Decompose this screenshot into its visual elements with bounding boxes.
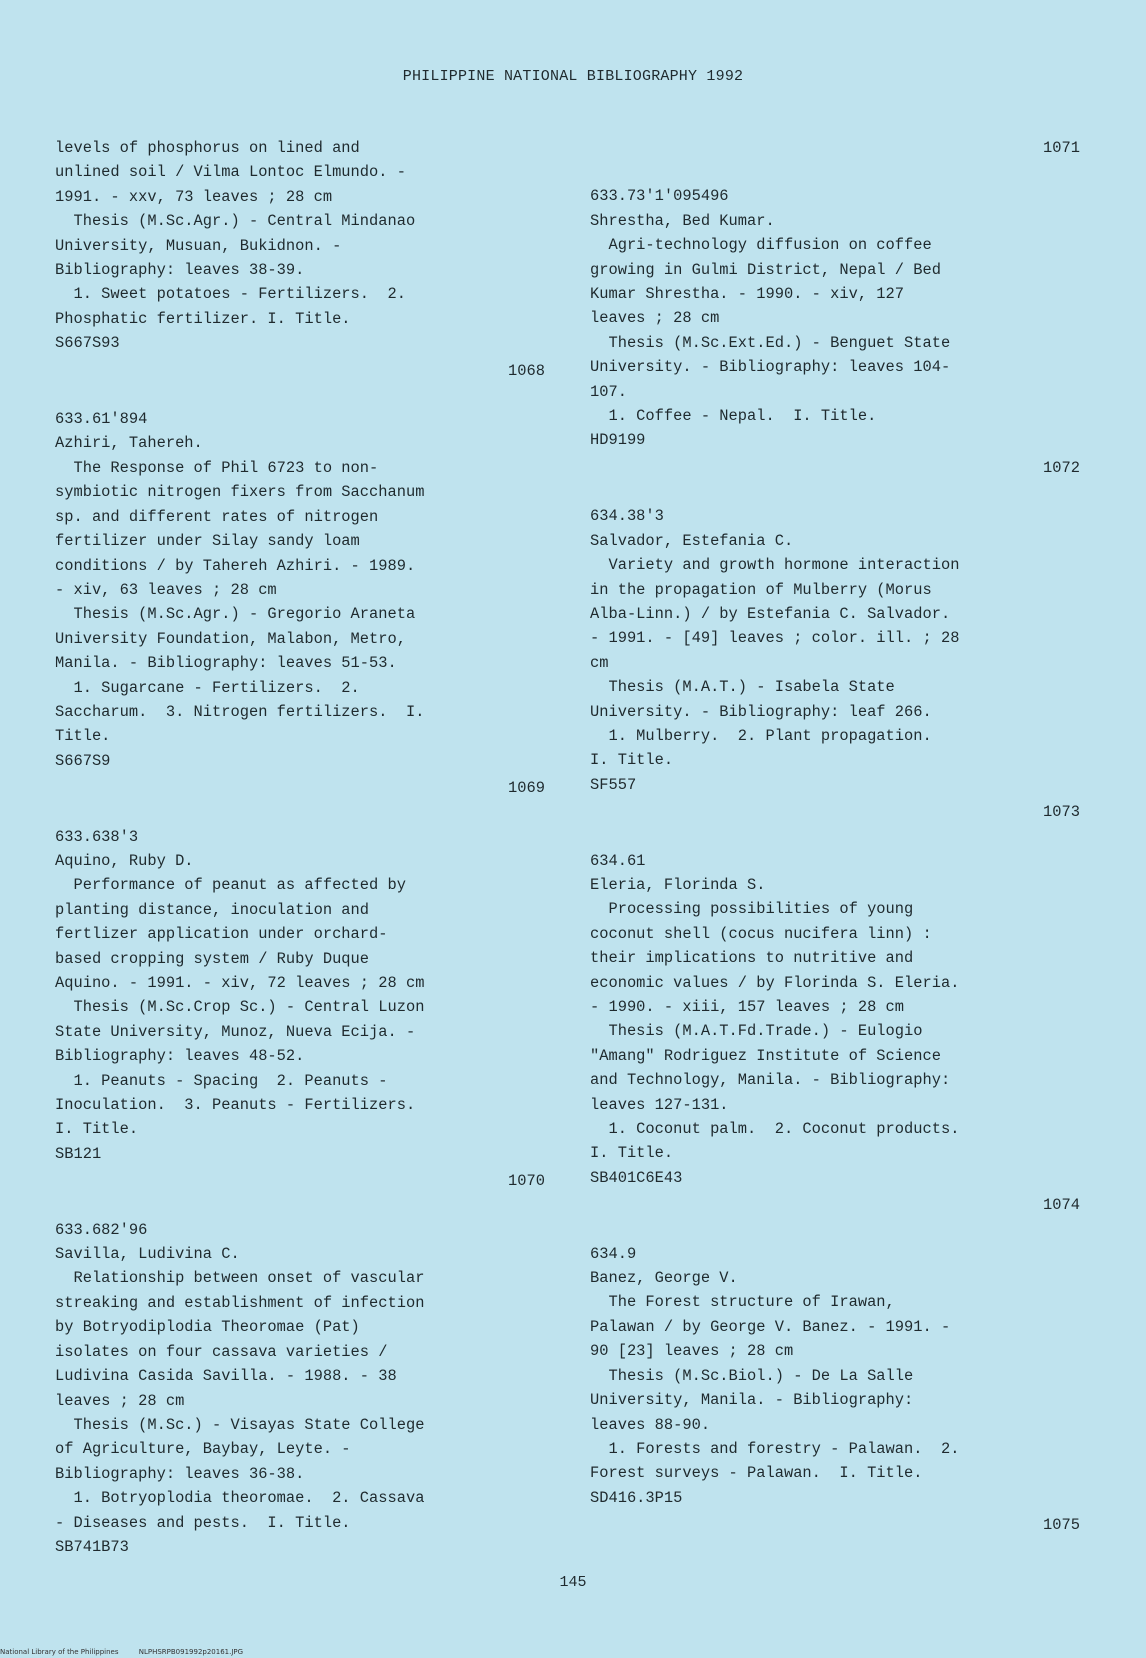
scan-footer — [0, 1648, 1146, 1656]
entry-number: 1075 — [1043, 1516, 1080, 1535]
entry-line: Thesis (M.Sc.Crop Sc.) - Central Luzon — [55, 998, 425, 1017]
entry-line: University, Musuan, Bukidnon. - — [55, 236, 342, 255]
entry-line: Thesis (M.Sc.Biol.) - De La Salle — [590, 1366, 914, 1385]
entry-line: based cropping system / Ruby Duque — [55, 949, 370, 968]
entry-line: 634.9 — [590, 1244, 637, 1263]
entry-line: Saccharum. 3. Nitrogen fertilizers. I. — [55, 702, 425, 721]
entry-line: Salvador, Estefania C. — [590, 531, 794, 550]
entry-line: HD9199 — [590, 431, 646, 450]
footer-file: NLPHSRPB091992p20161.JPG — [138, 1648, 244, 1656]
entry-line: University. - Bibliography: leaf 266. — [590, 702, 932, 721]
entry-line: 107. — [590, 382, 627, 401]
entry-line: 633.682'96 — [55, 1220, 148, 1239]
entry-line: leaves ; 28 cm — [590, 309, 720, 328]
entry-line: 1. Coconut palm. 2. Coconut products. — [590, 1120, 960, 1139]
entry-line: 1. Botryoplodia theoromae. 2. Cassava — [55, 1489, 425, 1508]
entry-number: 1070 — [508, 1172, 545, 1191]
entry-line: Aquino. - 1991. - xiv, 72 leaves ; 28 cm — [55, 974, 425, 992]
entry-line: levels of phosphorus on lined and — [55, 139, 360, 157]
entry-line: their implications to nutritive and — [590, 949, 914, 968]
entry-line: I. Title. — [55, 1120, 139, 1139]
entry-line: 634.38'3 — [590, 507, 664, 526]
entry-line: Title. — [55, 727, 111, 746]
entry-line: Processing possibilities of young — [590, 900, 914, 919]
entry-line: University. - Bibliography: leaves 104- — [590, 358, 951, 377]
entry-line: conditions / by Tahereh Azhiri. - 1989. — [55, 556, 416, 575]
entry-line: Variety and growth hormone interaction — [590, 556, 960, 575]
entry-line: symbiotic nitrogen fixers from Sacchanum — [55, 483, 425, 502]
entry-line: Thesis (M.Sc.Ext.Ed.) - Benguet State — [590, 333, 951, 352]
entry-line: Performance of peanut as affected by — [55, 876, 406, 895]
entry-number: 1072 — [1043, 458, 1080, 477]
entry-line: economic values / by Florinda S. Eleria. — [590, 973, 960, 992]
bibliography-entry — [590, 184, 1080, 452]
entry-line: Thesis (M.Sc.Agr.) - Gregorio Araneta — [55, 605, 416, 624]
entry-line: Thesis (M.Sc.Agr.) - Central Mindanao — [55, 212, 416, 231]
entry-line: leaves ; 28 cm — [55, 1391, 185, 1410]
bibliography-entry — [590, 504, 1080, 797]
entry-line: 1. Coffee - Nepal. I. Title. — [590, 407, 877, 426]
bibliography-entry — [590, 1242, 1080, 1510]
entry-line: SB121 — [55, 1144, 102, 1163]
left-column — [55, 136, 545, 1559]
entry-line: The Forest structure of Irawan, — [590, 1293, 895, 1312]
entry-line: of Agriculture, Baybay, Leyte. - — [55, 1440, 351, 1459]
entry-line: Bibliography: leaves 36-38. — [55, 1464, 305, 1483]
entry-number: 1074 — [1043, 1196, 1080, 1215]
entry-line: Kumar Shrestha. - 1990. - xiv, 127 — [590, 285, 905, 304]
entry-line: Thesis (M.A.T.) - Isabela State — [590, 678, 895, 697]
entry-line: Agri-technology diffusion on coffee — [590, 236, 932, 255]
entry-line: Forest surveys - Palawan. I. Title. — [590, 1464, 923, 1483]
entry-line: Banez, George V. — [590, 1269, 738, 1288]
entry-line: Shrestha, Bed Kumar. — [590, 211, 775, 230]
entry-line: The Response of Phil 6723 to non- — [55, 458, 379, 477]
entry-line: cm — [590, 653, 609, 672]
entry-line: streaking and establishment of infection — [55, 1293, 425, 1312]
entry-line: 633.638'3 — [55, 827, 139, 846]
bibliography-entry — [55, 825, 545, 1167]
entry-line: - 1990. - xiii, 157 leaves ; 28 cm — [590, 998, 905, 1016]
entry-line: Eleria, Florinda S. — [590, 875, 766, 894]
entry-number: 1069 — [508, 779, 545, 798]
entry-line: 634.61 — [590, 851, 646, 870]
entry-line: 90 [23] leaves ; 28 cm — [590, 1342, 794, 1361]
entry-line: sp. and different rates of nitrogen — [55, 507, 379, 526]
entry-number: 1071 — [1043, 139, 1080, 157]
entry-line: - Diseases and pests. I. Title. — [55, 1513, 351, 1532]
entry-line: leaves 88-90. — [590, 1415, 711, 1434]
entry-line: Ludivina Casida Savilla. - 1988. - 38 — [55, 1367, 397, 1386]
entry-line: Savilla, Ludivina C. — [55, 1245, 240, 1264]
entry-line: 1991. - xxv, 73 leaves ; 28 cm — [55, 187, 333, 206]
entry-line: S667S9 — [55, 751, 111, 770]
entry-line: - xiv, 63 leaves ; 28 cm — [55, 580, 277, 599]
page-number: 145 — [559, 1574, 587, 1591]
entry-line: SB401C6E43 — [590, 1168, 683, 1187]
entry-line: Inoculation. 3. Peanuts - Fertilizers. — [55, 1096, 416, 1115]
entry-line: 633.61'894 — [55, 410, 148, 429]
entry-line: 1. Sweet potatoes - Fertilizers. 2. — [55, 285, 406, 304]
entry-line: fertlizer application under orchard- — [55, 925, 388, 944]
entry-line: isolates on four cassava varieties / — [55, 1342, 388, 1361]
entry-line: "Amang" Rodriguez Institute of Science — [590, 1046, 941, 1065]
entry-line: Bibliography: leaves 38-39. — [55, 261, 305, 280]
entry-line: unlined soil / Vilma Lontoc Elmundo. - — [55, 163, 406, 182]
entry-line: Bibliography: leaves 48-52. — [55, 1047, 305, 1066]
entry-line: 1. Mulberry. 2. Plant propagation. — [590, 726, 932, 745]
entry-line: 1. Forests and forestry - Palawan. 2. — [590, 1439, 960, 1458]
entry-line: Relationship between onset of vascular — [55, 1269, 425, 1288]
entry-number: 1068 — [508, 361, 545, 380]
entry-line: SF557 — [590, 775, 637, 794]
entry-line: Thesis (M.Sc.) - Visayas State College — [55, 1415, 425, 1434]
entry-line: Thesis (M.A.T.Fd.Trade.) - Eulogio — [590, 1022, 923, 1041]
entry-line: State University, Munoz, Nueva Ecija. - — [55, 1022, 416, 1041]
entry-line: I. Title. — [590, 1144, 674, 1163]
entry-line: University, Manila. - Bibliography: — [590, 1391, 914, 1410]
entry-line: SB741B73 — [55, 1537, 129, 1556]
entry-line: 1. Sugarcane - Fertilizers. 2. — [55, 678, 360, 697]
entry-line: Aquino, Ruby D. — [55, 851, 194, 870]
entry-line: 633.73'1'095496 — [590, 187, 729, 206]
entry-number: 1073 — [1043, 803, 1080, 822]
right-column — [590, 136, 1080, 1562]
bibliography-entry — [55, 407, 545, 773]
entry-line: leaves 127-131. — [590, 1095, 729, 1114]
entry-line: Manila. - Bibliography: leaves 51-53. — [55, 654, 397, 673]
entry-line: University Foundation, Malabon, Metro, — [55, 629, 406, 648]
entry-line: SD416.3P15 — [590, 1488, 683, 1507]
footer-library: National Library of the Philippines — [0, 1648, 119, 1656]
entry-line: by Botryodiplodia Theoromae (Pat) — [55, 1318, 360, 1337]
entry-line: fertilizer under Silay sandy loam — [55, 532, 360, 551]
entry-line: growing in Gulmi District, Nepal / Bed — [590, 260, 941, 279]
entry-line: - 1991. - [49] leaves ; color. ill. ; 28 — [590, 629, 960, 648]
entry-line: planting distance, inoculation and — [55, 900, 370, 919]
entry-line: 1. Peanuts - Spacing 2. Peanuts - — [55, 1071, 388, 1090]
entry-line: I. Title. — [590, 751, 674, 770]
bibliography-entry — [55, 209, 545, 355]
entry-line: and Technology, Manila. - Bibliography: — [590, 1071, 951, 1090]
entry-line: in the propagation of Mulberry (Morus — [590, 580, 932, 599]
bibliography-entry — [590, 849, 1080, 1191]
entry-line: coconut shell (cocus nucifera linn) : — [590, 924, 932, 943]
entry-line: Azhiri, Tahereh. — [55, 434, 203, 453]
bibliography-entry — [55, 136, 545, 209]
bibliography-entry — [55, 1218, 545, 1560]
entry-line: Alba-Linn.) / by Estefania C. Salvador. — [590, 604, 951, 623]
entry-line: Palawan / by George V. Banez. - 1991. - — [590, 1317, 951, 1336]
page-header: PHILIPPINE NATIONAL BIBLIOGRAPHY 1992 — [402, 68, 744, 85]
entry-line: S667S93 — [55, 334, 120, 353]
entry-line: Phosphatic fertilizer. I. Title. — [55, 309, 351, 328]
